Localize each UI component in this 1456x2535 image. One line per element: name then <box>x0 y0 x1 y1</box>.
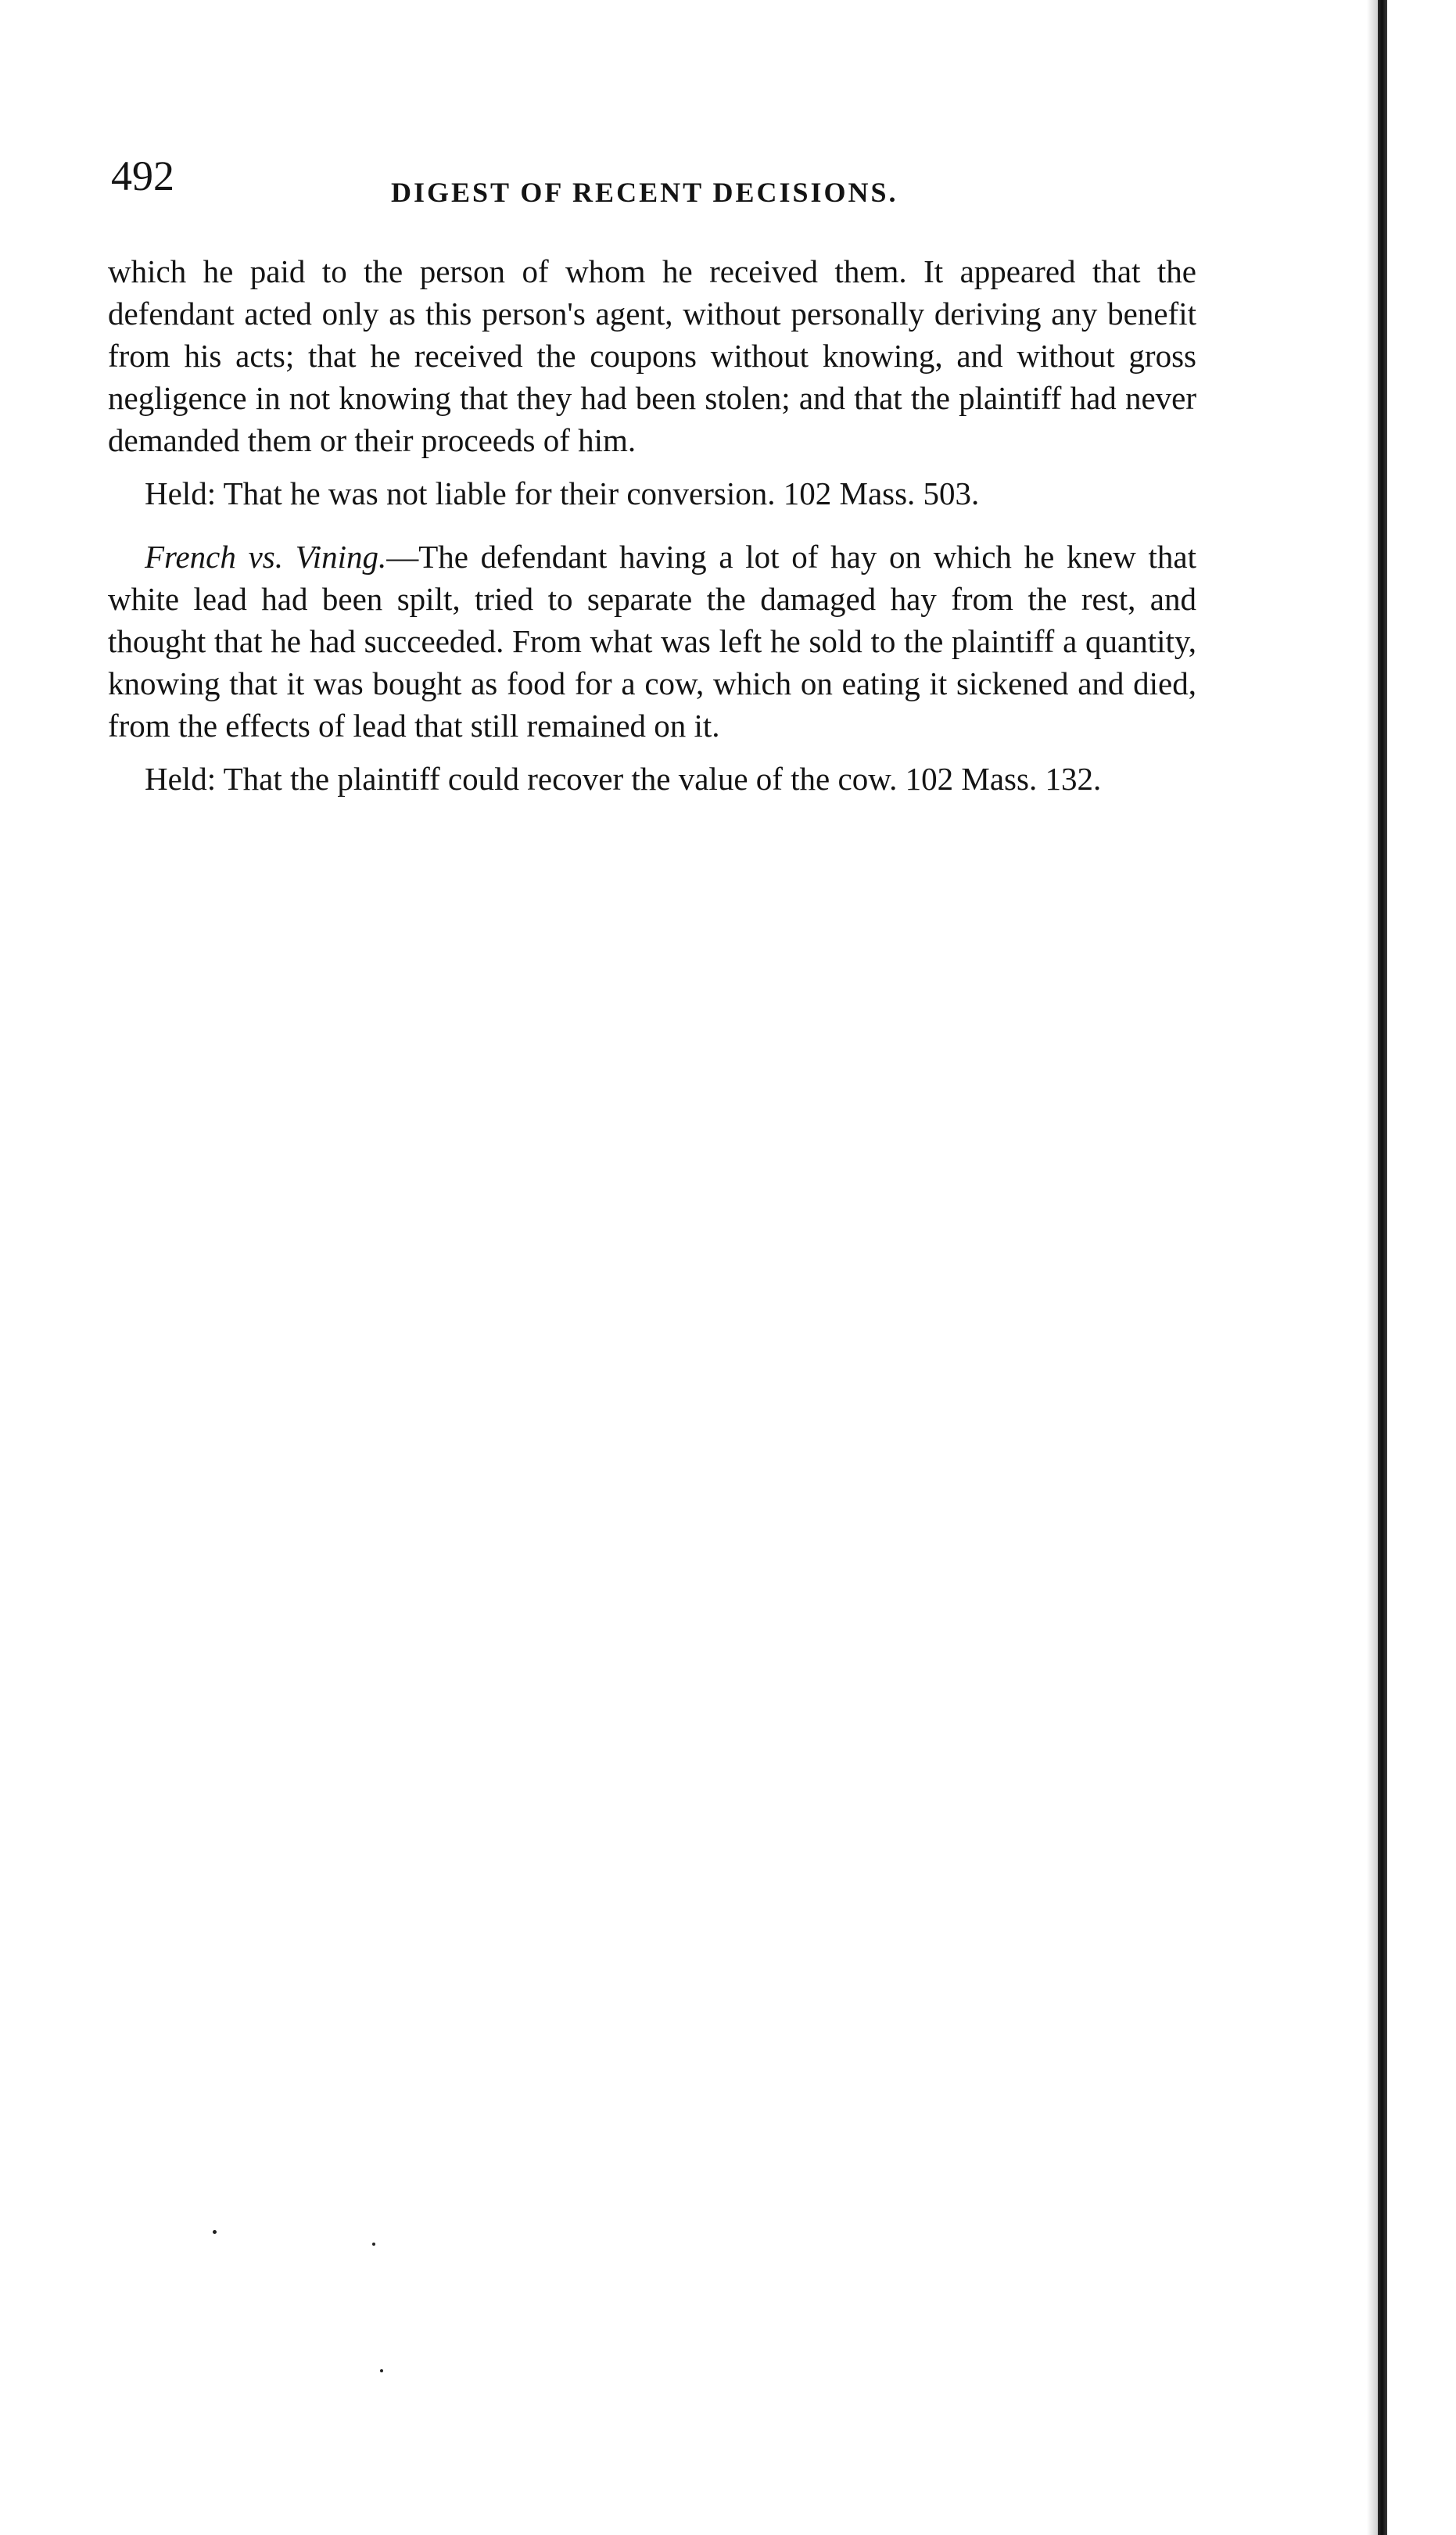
page-number: 492 <box>111 152 174 199</box>
paragraph-continuation: which he paid to the person of whom he received them. It appeared that the defendant acted only as this person's agent, without personally deriving any benefit from his acts; that he received the coupons without knowing, and without gross negligence in not knowing that they had been stolen; and that the plaintiff had never demanded them or their proceeds of him. <box>108 253 1196 458</box>
case-paragraph <box>108 536 1196 747</box>
scan-speck <box>372 2243 375 2246</box>
scan-speck <box>380 2369 383 2372</box>
scan-speck <box>213 2230 217 2234</box>
holding-paragraph: Held: That he was not liable for their conversion. 102 Mass. 503. <box>145 475 980 511</box>
page-edge-shadow <box>1367 0 1378 2535</box>
case-text: —The defendant having a lot of hay on which he knew that white lead had been spilt, tried to separate the damaged hay from the rest, and thought that he had succeeded. From what was left he sold to the plaintiff a quantity, knowing that it was bought as food for a cow, which on eating it sickened and died, from the effects of lead that still remained on it. <box>108 539 1197 744</box>
binding-edge <box>1378 0 1387 2535</box>
holding-paragraph: Held: That the plaintiff could recover the value of the cow. 102 Mass. 132. <box>145 761 1102 797</box>
case-name: French vs. Vining. <box>145 539 387 575</box>
page-body <box>108 250 1196 800</box>
running-title: DIGEST OF RECENT DECISIONS. <box>391 177 898 208</box>
